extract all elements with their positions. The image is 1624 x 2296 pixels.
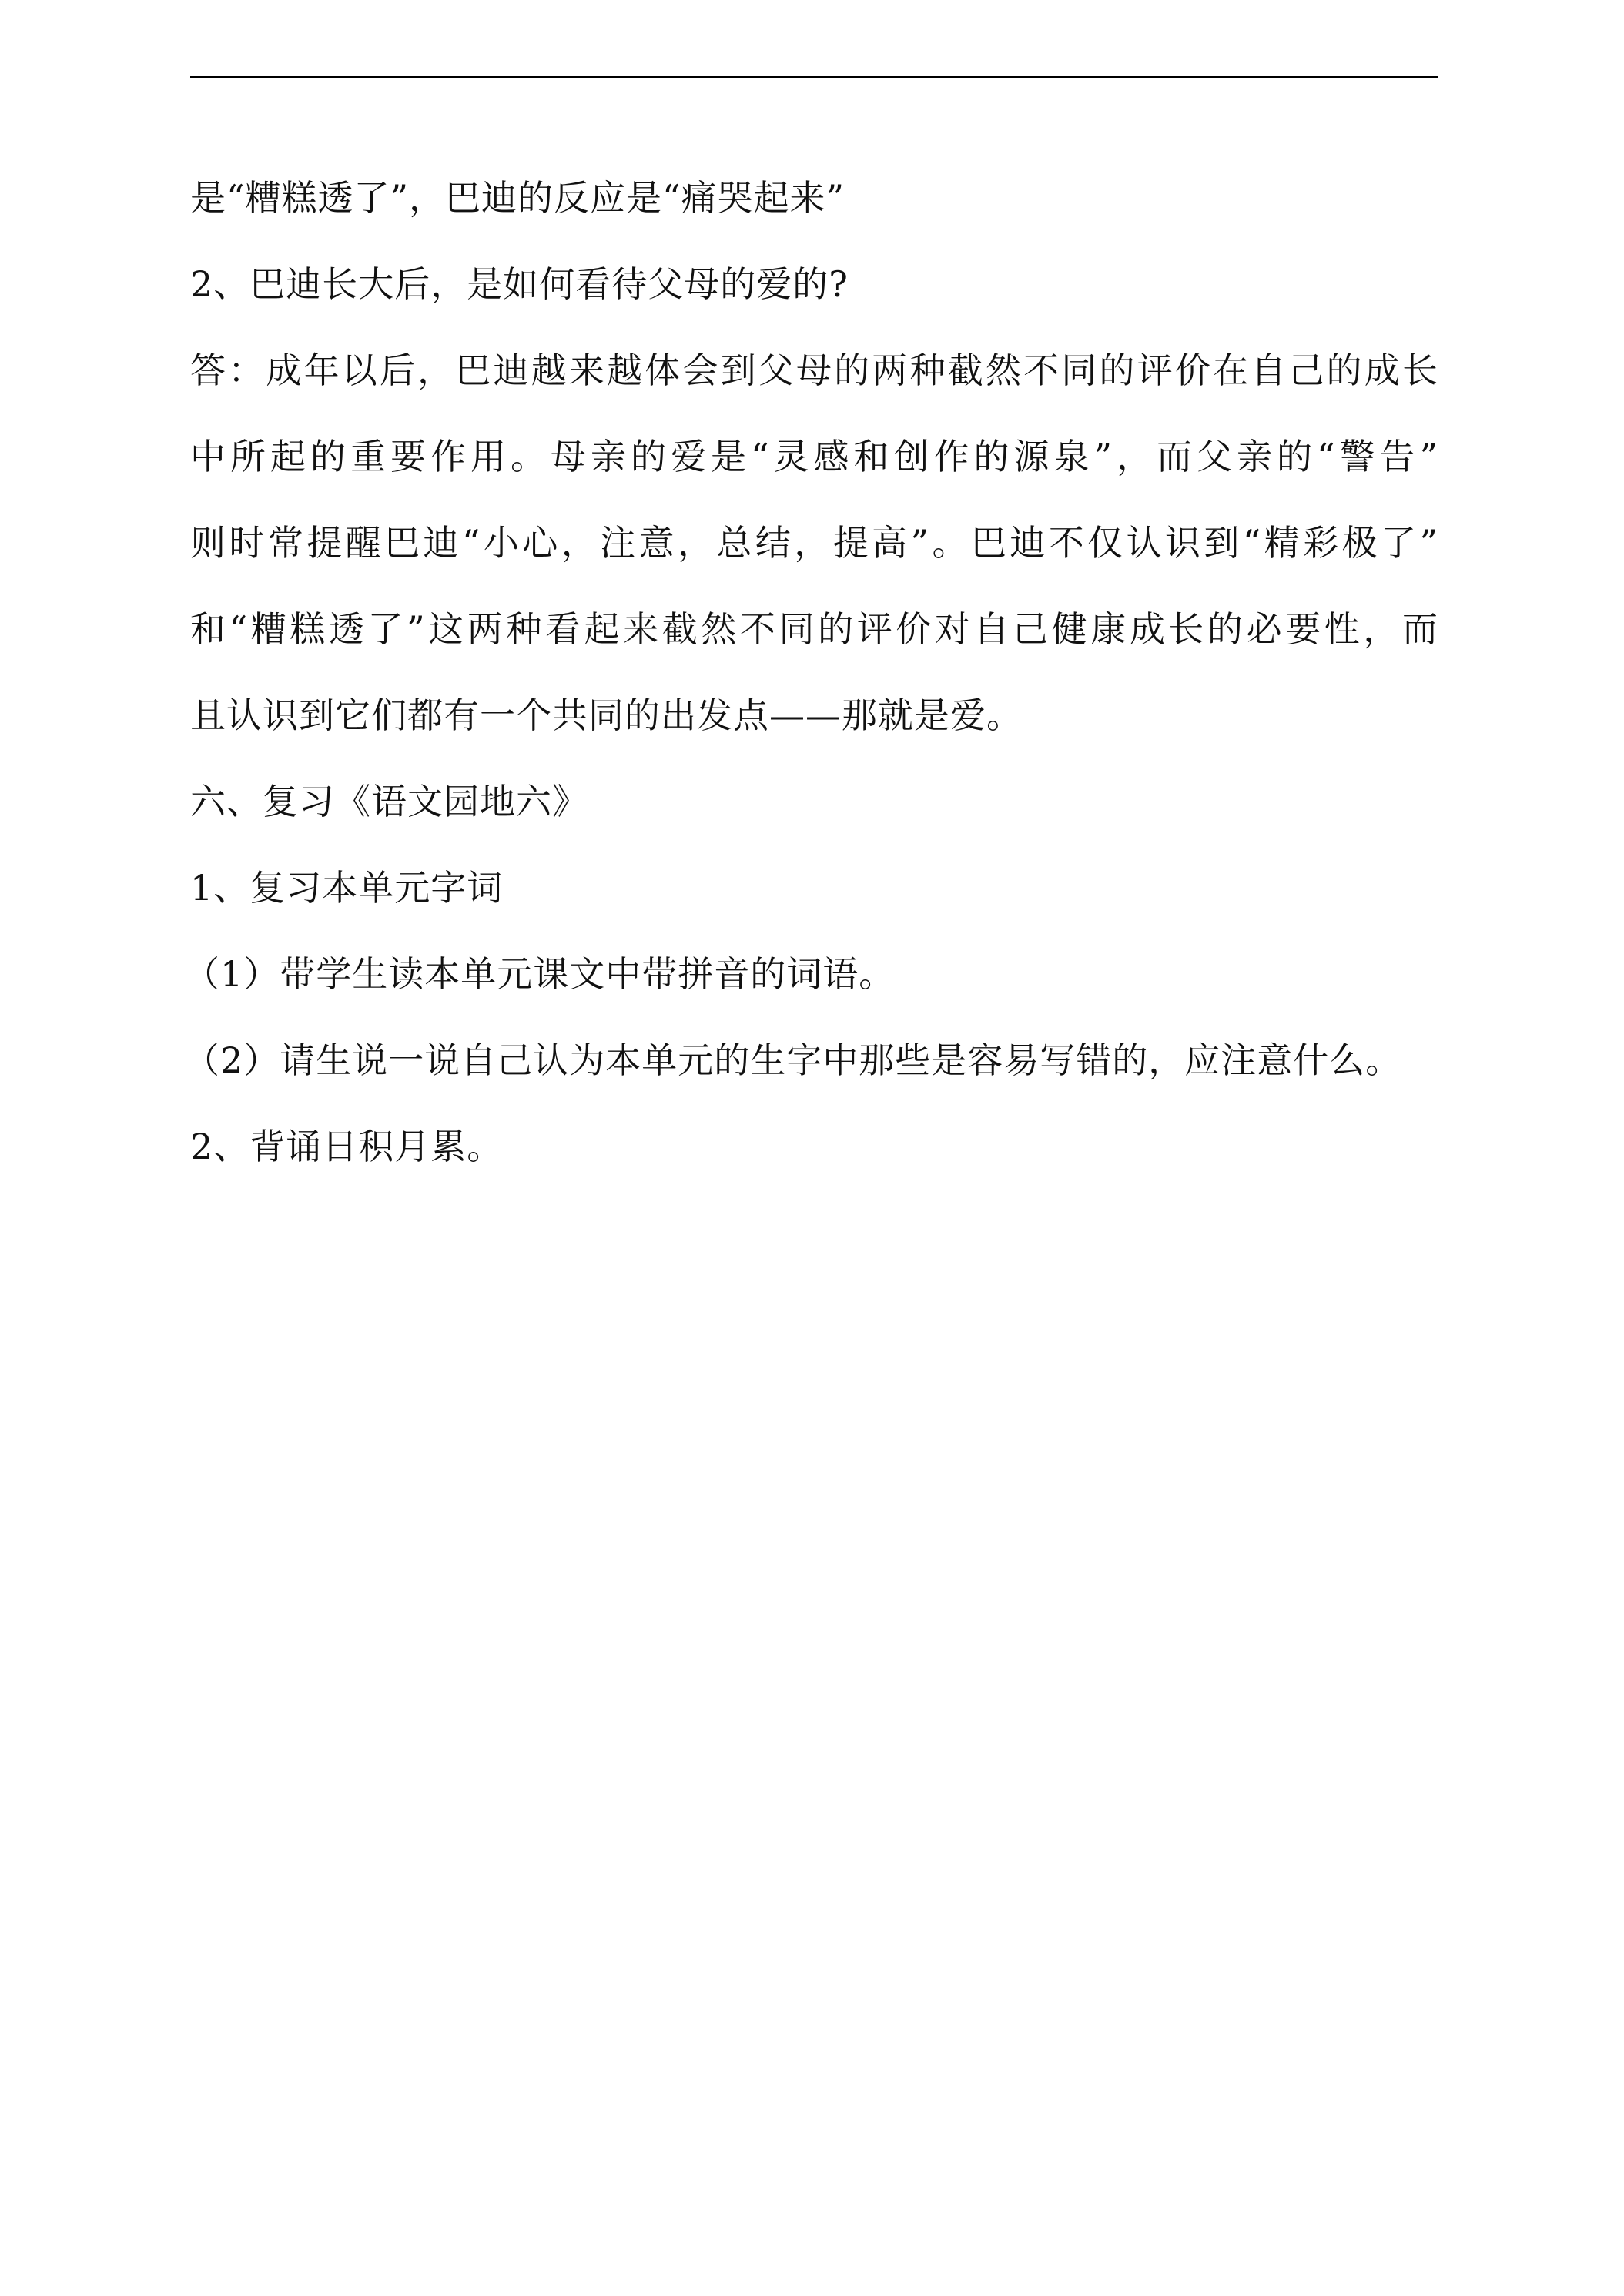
answer-line-1: 答：成年以后，巴迪越来越体会到父母的两种截然不同的评价在自己的成长 <box>190 350 1438 391</box>
answer-line-5: 且认识到它们都有一个共同的出发点——那就是爱。 <box>190 694 1023 736</box>
sub-item-1: （1）带学生读本单元课文中带拼音的词语。 <box>184 953 896 995</box>
item-2-heading: 2、背诵日积月累。 <box>190 1126 504 1167</box>
paragraph-line-continuation: 是“糟糕透了”，巴迪的反应是“痛哭起来” <box>190 177 845 219</box>
header-rule <box>190 76 1438 78</box>
sub-item-2: （2）请生说一说自己认为本单元的生字中那些是容易写错的，应注意什么。 <box>184 1039 1402 1081</box>
answer-line-4: 和“糟糕透了”这两种看起来截然不同的评价对自己健康成长的必要性，而 <box>190 608 1438 650</box>
item-1-heading: 1、复习本单元字词 <box>190 867 504 909</box>
answer-line-3: 则时常提醒巴迪“小心，注意，总结，提高”。巴迪不仅认识到“精彩极了” <box>190 522 1438 564</box>
answer-line-2: 中所起的重要作用。母亲的爱是“灵感和创作的源泉”，而父亲的“警告” <box>190 436 1438 477</box>
section-heading-6: 六、复习《语文园地六》 <box>190 781 588 822</box>
question-2: 2、巴迪长大后，是如何看待父母的爱的? <box>190 263 849 305</box>
